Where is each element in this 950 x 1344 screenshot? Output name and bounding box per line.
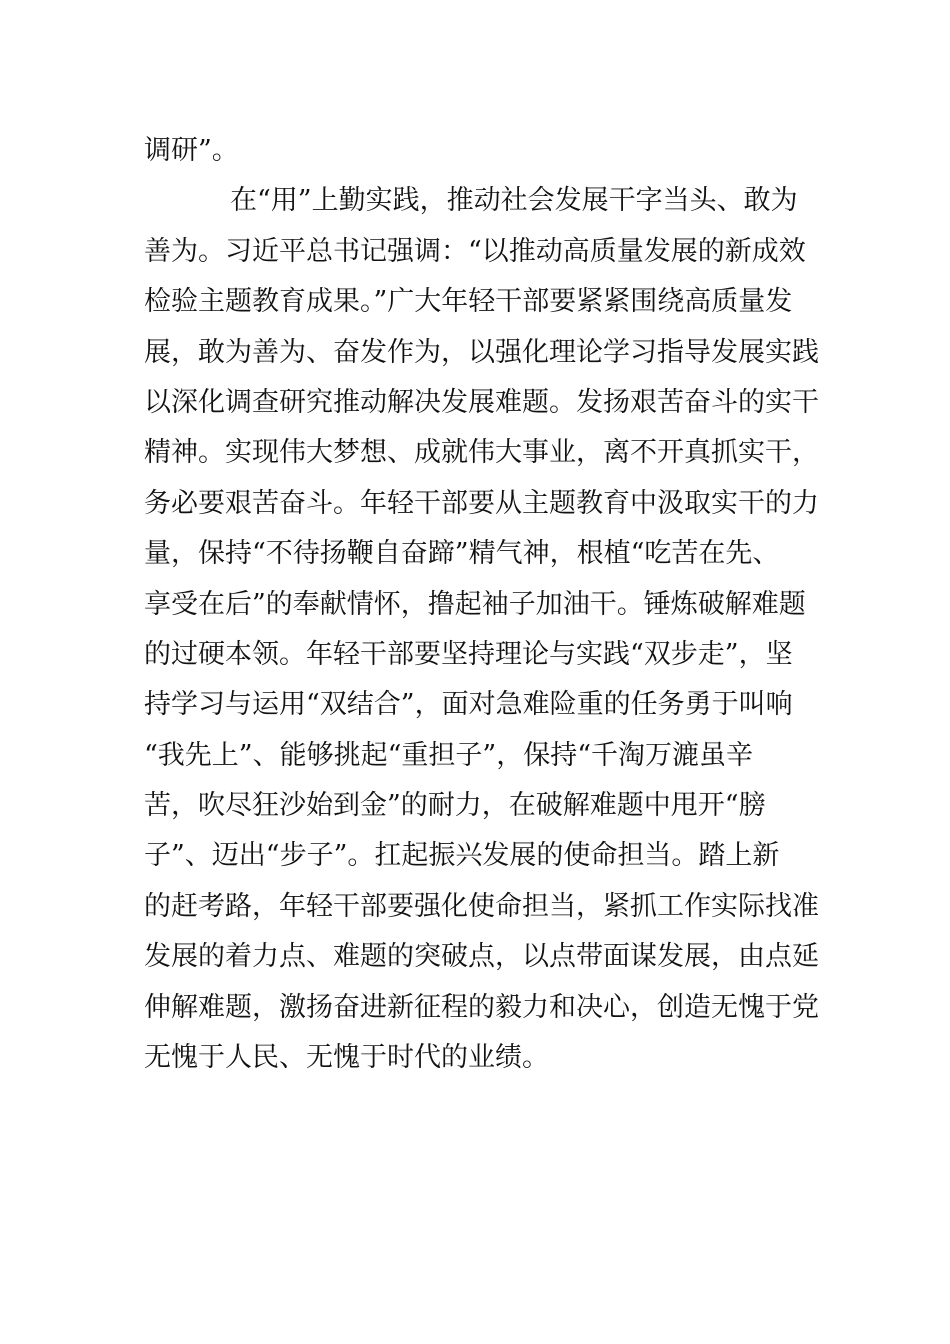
text-line: 善为。习近平总书记强调：“以推动高质量发展的新成效 xyxy=(144,235,806,267)
text-line: 的赶考路，年轻干部要强化使命担当，紧抓工作实际找准 xyxy=(144,890,819,922)
text-line: 调研”。 xyxy=(144,135,239,166)
text-line: 的过硬本领。年轻干部要坚持理论与实践“双步走”，坚 xyxy=(144,638,793,670)
text-line: 享受在后”的奉献情怀，撸起袖子加油干。锤炼破解难题 xyxy=(144,588,806,620)
paragraph-first-line: 在“用”上勤实践，推动社会发展干字当头、敢为 xyxy=(230,185,798,217)
text-line: 量，保持“不待扬鞭自奋蹄”精气神，根植“吃苦在先、 xyxy=(144,538,780,570)
text-line: 持学习与运用“双结合”，面对急难险重的任务勇于叫响 xyxy=(144,689,793,721)
text-line: 检验主题教育成果。”广大年轻干部要紧紧围绕高质量发 xyxy=(144,286,793,318)
text-line: 苦，吹尽狂沙始到金”的耐力，在破解难题中甩开“膀 xyxy=(144,790,766,822)
text-line: “我先上”、能够挑起“重担子”，保持“千淘万漉虽辛 xyxy=(144,739,754,771)
text-line: 发展的着力点、难题的突破点，以点带面谋发展，由点延 xyxy=(144,941,819,973)
text-line: 精神。实现伟大梦想、成就伟大事业，离不开真抓实干， xyxy=(144,437,819,469)
text-line: 务必要艰苦奋斗。年轻干部要从主题教育中汲取实干的力 xyxy=(144,487,819,519)
text-line: 展，敢为善为、奋发作为，以强化理论学习指导发展实践 xyxy=(144,336,819,368)
text-line: 无愧于人民、无愧于时代的业绩。 xyxy=(144,1042,549,1074)
text-line: 子”、迈出“步子”。扛起振兴发展的使命担当。踏上新 xyxy=(144,840,780,872)
text-line: 伸解难题，激扬奋进新征程的毅力和决心，创造无愧于党 xyxy=(144,991,819,1023)
body-text xyxy=(144,126,834,1083)
text-line: 以深化调查研究推动解决发展难题。发扬艰苦奋斗的实干 xyxy=(144,386,819,418)
